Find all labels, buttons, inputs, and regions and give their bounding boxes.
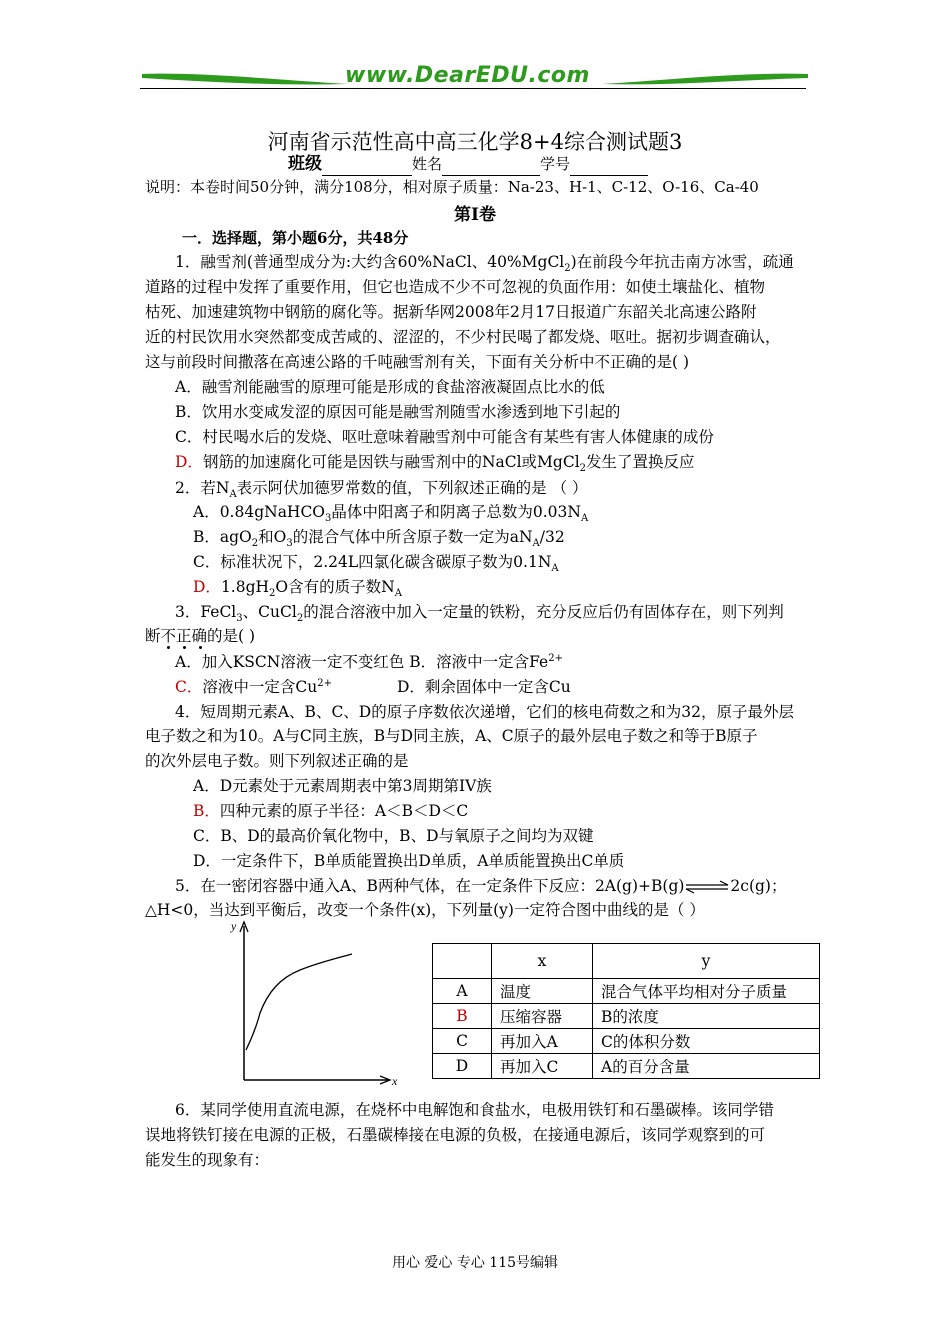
table-cell: 再加入C <box>492 1054 593 1079</box>
q6-line-3: 能发生的现象有： <box>145 1151 270 1169</box>
header-swoosh-right-icon <box>600 68 810 90</box>
q5-table <box>432 943 820 1079</box>
q3-option-c: C．溶液中一定含$Cu^{2+}$ <box>175 677 332 696</box>
part-heading: 一．选择题，第小题6分，共48分 <box>182 229 409 247</box>
q2-option-b: B．agO$_2$和$O_3$的混合气体中所含原子数一定为$aN_A/32$ <box>193 528 565 550</box>
q1-line-4: 近的村民饮用水突然都变成苦咸的、涩涩的，不少村民喝了都发烧、呕吐。据初步调查确认， <box>145 328 781 346</box>
student-info-line <box>288 152 648 176</box>
q1-line-5: 这与前段时间撒落在高速公路的千吨融雪剂有关，下面有关分析中不正确的是( ) <box>145 353 690 371</box>
q4-line-3: 的次外层电子数。则下列叙述正确的是 <box>145 752 409 770</box>
table-cell: D <box>433 1054 492 1079</box>
q3-option-ab: A．加入KSCN溶液一定不变红色 B．溶液中一定含$Fe^{2+}$ <box>175 652 563 671</box>
table-cell: C的体积分数 <box>593 1029 820 1054</box>
name-field[interactable] <box>442 157 540 176</box>
q4-line-1: 4．短周期元素A、B、C、D的原子序数依次递增，它们的核电荷数之和为32，原子最外层 <box>175 703 794 721</box>
emphasis-dot <box>183 646 186 649</box>
table-row <box>433 1029 820 1054</box>
table-cell: 压缩容器 <box>492 1004 593 1029</box>
page-title: 河南省示范性高中高三化学8+4综合测试题3 <box>267 130 683 154</box>
q2-option-d: D．$1.8gH_2O$含有的质子数$N_A$ <box>193 578 402 600</box>
q1-option-d: D．钢筋的加速腐化可能是因铁与融雪剂中的NaCl或MgCl$_2$发生了置换反应 <box>175 453 695 475</box>
table-cell: B的浓度 <box>593 1004 820 1029</box>
q1-option-a: A．融雪剂能融雪的原理可能是形成的食盐溶液凝固点比水的低 <box>175 378 605 396</box>
equilibrium-arrow-icon <box>684 880 730 894</box>
table-cell <box>433 944 492 979</box>
table-row <box>433 979 820 1004</box>
q2-stem: 2．若$N_A$表示阿伏加德罗常数的值，下列叙述正确的是 （ ） <box>175 479 588 501</box>
q5-curve-graph <box>228 918 408 1088</box>
q3-line-1: 3．FeCl$_3$、CuCl$_2$的混合溶液中加入一定量的铁粉，充分反应后仍有固体存在，则下列判 <box>175 603 784 625</box>
table-cell: A的百分含量 <box>593 1054 820 1079</box>
table-cell: y <box>593 944 820 979</box>
q1-line-3: 枯死、加速建筑物中钢筋的腐化等。据新华网2008年2月17日报道广东韶关北高速公路附 <box>145 303 757 321</box>
name-label: 姓名 <box>412 155 443 173</box>
data-curve <box>246 954 352 1050</box>
table-cell: B <box>433 1004 492 1029</box>
table-row <box>433 1004 820 1029</box>
q1-line-1: 1．融雪剂(普通型成分为:大约含60%NaCl、40%MgCl$_2$)在前段今年抗击南方冰雪，疏通 <box>175 253 794 275</box>
exam-note: 说明：本卷时间50分钟，满分108分，相对原子质量：Na-23、H-1、C-12、O-16、Ca-40 <box>145 178 759 196</box>
table-cell: 混合气体平均相对分子质量 <box>593 979 820 1004</box>
header-rule <box>140 88 806 89</box>
q3-option-d: D．剩余固体中一定含Cu <box>397 678 571 696</box>
q6-line-2: 误地将铁钉接在电源的正极，石墨碳棒接在电源的负极，在接通电源后，该同学观察到的可 <box>145 1126 766 1144</box>
q4-option-c: C．B、D的最高价氧化物中，B、D与氧原子之间均为双键 <box>193 827 594 845</box>
q1-line-2: 道路的过程中发挥了重要作用，但它也造成不少不可忽视的负面作用：如使土壤盐化、植物 <box>145 278 766 296</box>
q5-line-2: △H<0，当达到平衡后，改变一个条件(x)，下列量(y)一定符合图中曲线的是（ ） <box>145 901 705 919</box>
class-field[interactable] <box>322 157 412 176</box>
number-field[interactable] <box>570 157 648 176</box>
q1-option-c: C．村民喝水后的发烧、呕吐意味着融雪剂中可能含有某些有害人体健康的成份 <box>175 428 714 446</box>
class-label: 班级 <box>288 154 322 174</box>
y-axis-label: y <box>231 919 237 933</box>
page-footer: 用心 爱心 专心 115号编辑 <box>391 1255 559 1271</box>
q2-option-a: A．0.84gNaHCO$_3$晶体中阳离子和阴离子总数为$0.03N_A$ <box>193 503 589 525</box>
q3-line-2: 断不正确的是( ) <box>145 627 256 645</box>
number-label: 学号 <box>540 155 571 173</box>
header-swoosh-left-icon <box>140 68 350 90</box>
header-banner <box>140 62 810 96</box>
table-cell: C <box>433 1029 492 1054</box>
q5-line-1: 5．在一密闭容器中通入A、B两种气体，在一定条件下反应：2A(g)+B(g) 2c(g)； <box>175 877 787 895</box>
emphasis-dot <box>167 646 170 649</box>
q1-option-b: B．饮用水变咸发涩的原因可能是融雪剂随雪水渗透到地下引起的 <box>175 403 621 421</box>
table-cell: A <box>433 979 492 1004</box>
table-row <box>433 1054 820 1079</box>
q4-line-2: 电子数之和为10。A与C同主族，B与D同主族，A、C原子的最外层电子数之和等于B原子 <box>145 727 758 745</box>
q4-option-a: A．D元素处于元素周期表中第3周期第IV族 <box>193 777 492 795</box>
q4-option-b: B．四种元素的原子半径：A＜B＜D＜C <box>193 802 469 820</box>
section-title: 第Ⅰ卷 <box>454 205 496 225</box>
table-cell: 温度 <box>492 979 593 1004</box>
table-cell: x <box>492 944 593 979</box>
emphasis-dot <box>199 646 202 649</box>
x-axis-label: x <box>392 1074 398 1088</box>
table-header-row <box>433 944 820 979</box>
q6-line-1: 6．某同学使用直流电源，在烧杯中电解饱和食盐水，电极用铁钉和石墨碳棒。该同学错 <box>175 1101 774 1119</box>
table-cell: 再加入A <box>492 1029 593 1054</box>
q2-option-c: C．标准状况下，2.24L四氯化碳含碳原子数为$0.1N_A$ <box>193 553 559 575</box>
site-logo: www.DearEDU.com <box>345 63 590 88</box>
q4-option-d: D．一定条件下，B单质能置换出D单质，A单质能置换出C单质 <box>193 852 625 870</box>
